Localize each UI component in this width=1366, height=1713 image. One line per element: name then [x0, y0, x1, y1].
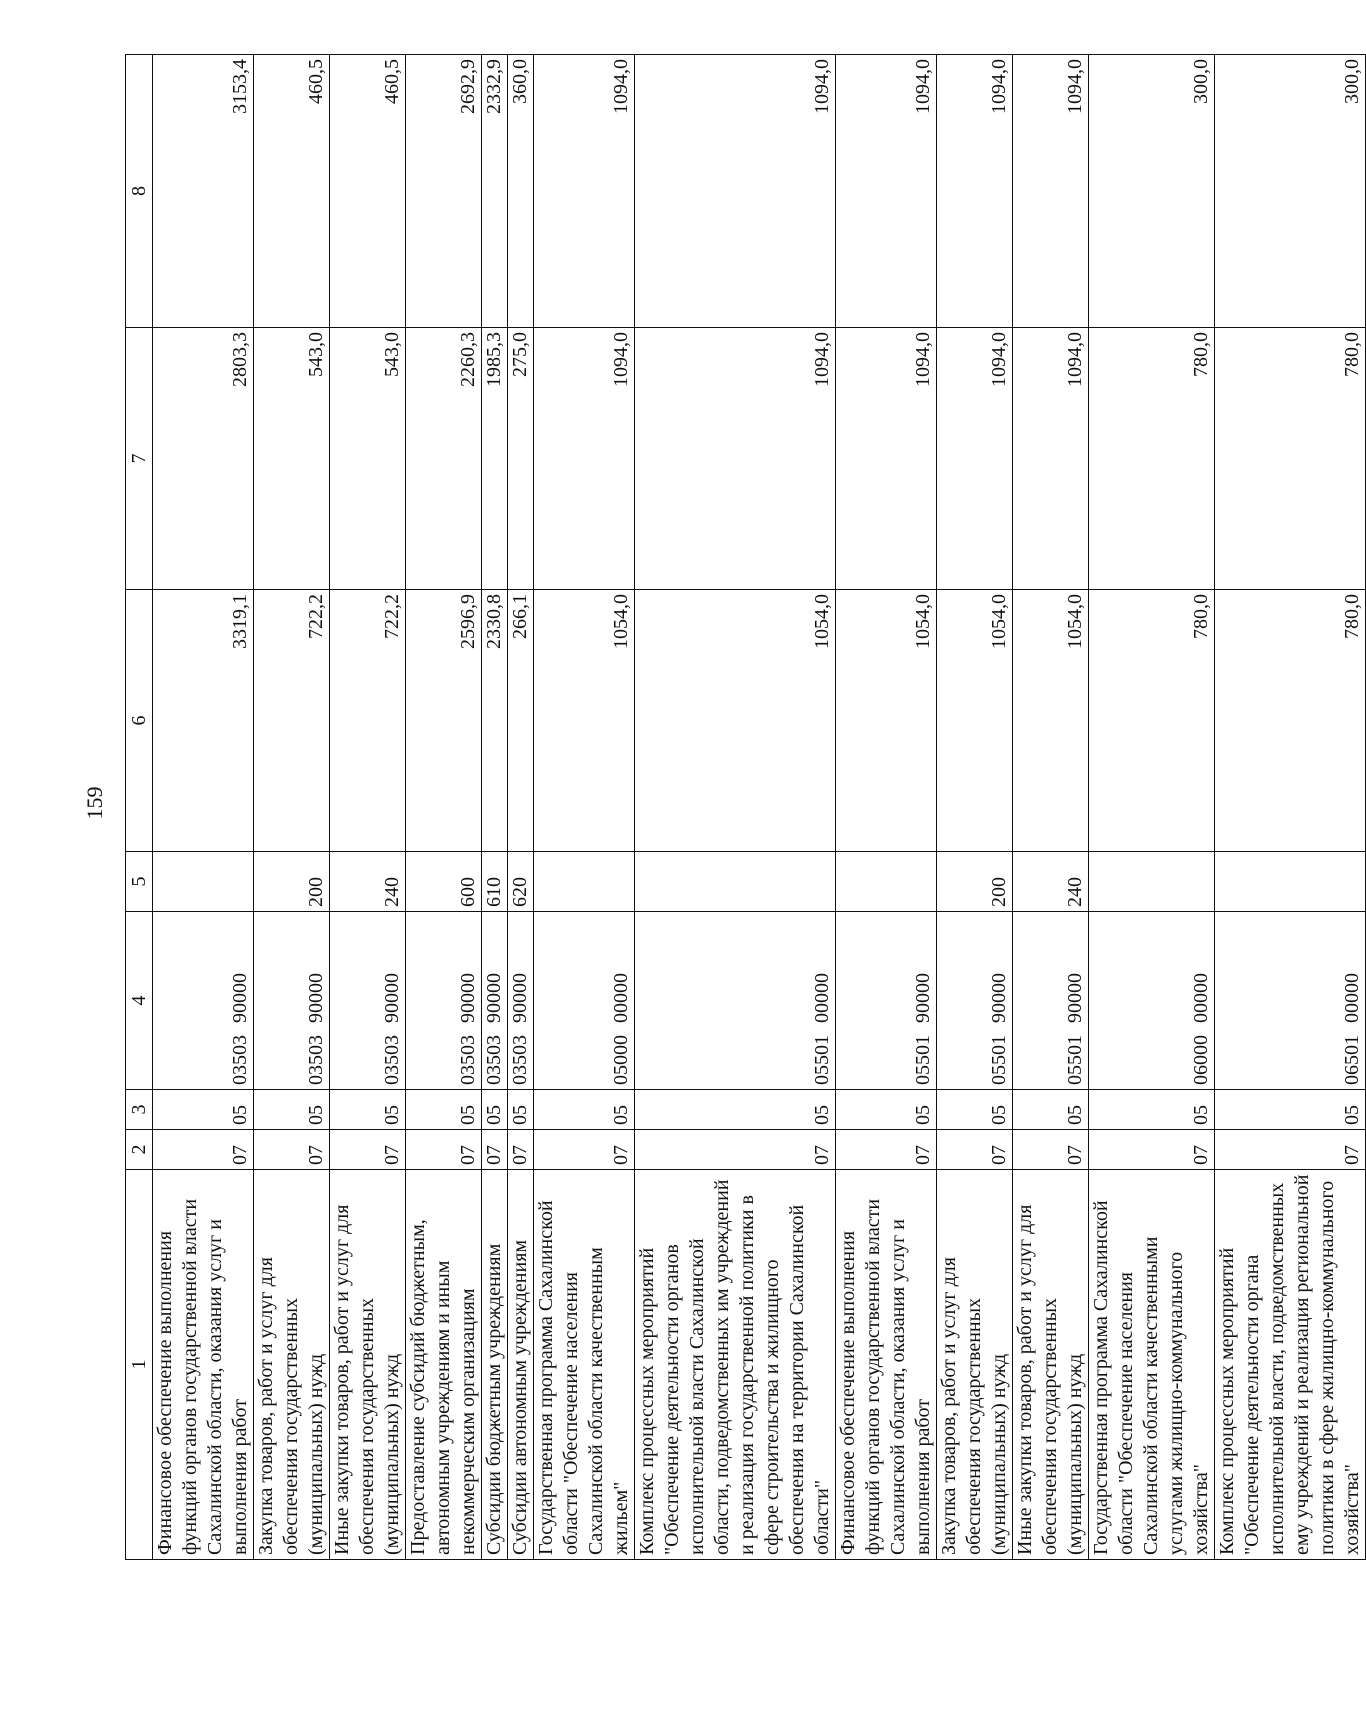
- amount-col7: 1094,0: [836, 328, 937, 590]
- section-code: 07: [254, 1130, 330, 1170]
- amount-col6: 2596,9: [406, 590, 482, 852]
- target-article-code: [406, 912, 482, 1090]
- section-code: 07: [1013, 1130, 1089, 1170]
- target-article-code-b: 90000: [381, 973, 403, 1023]
- target-article-code-a: 03503: [509, 1035, 531, 1085]
- table-row: [534, 55, 635, 1560]
- target-article-code: [1215, 912, 1366, 1090]
- amount-col8: 3153,4: [153, 55, 254, 328]
- target-article-code-a: 03503: [305, 1035, 327, 1085]
- col-header-2: 2: [126, 1130, 153, 1170]
- target-article-code-a: 05501: [811, 1035, 833, 1085]
- amount-col6: 3319,1: [153, 590, 254, 852]
- subsection-code: 05: [254, 1090, 330, 1130]
- target-article-code-b: 00000: [811, 973, 833, 1023]
- row-name: Финансовое обеспечение выполнения функций органов государственной власти Сахалинской области, оказания услуг и выполнения работ: [836, 1170, 937, 1560]
- amount-col6: 780,0: [1215, 590, 1366, 852]
- budget-table-sheet: [125, 55, 1363, 1560]
- target-article-code-a: 05501: [988, 1035, 1010, 1085]
- amount-col6: 266,1: [508, 590, 534, 852]
- target-article-code-a: 05501: [912, 1035, 934, 1085]
- section-code: 07: [635, 1130, 836, 1170]
- amount-col8: 1094,0: [937, 55, 1013, 328]
- amount-col7: 1094,0: [534, 328, 635, 590]
- expense-type-code: [635, 852, 836, 912]
- target-article-code-a: 03503: [229, 1035, 251, 1085]
- target-article-code: [508, 912, 534, 1090]
- row-name: Иные закупки товаров, работ и услуг для обеспечения государственных (муниципальных) нужд: [330, 1170, 406, 1560]
- target-article-code-b: 90000: [1064, 973, 1086, 1023]
- col-header-6: 6: [126, 590, 153, 852]
- amount-col7: 2260,3: [406, 328, 482, 590]
- col-header-5: 5: [126, 852, 153, 912]
- expense-type-code: [836, 852, 937, 912]
- expense-type-code: 200: [937, 852, 1013, 912]
- amount-col7: 2803,3: [153, 328, 254, 590]
- subsection-code: 05: [937, 1090, 1013, 1130]
- subsection-code: 05: [534, 1090, 635, 1130]
- expense-type-code: 240: [1013, 852, 1089, 912]
- section-code: 07: [406, 1130, 482, 1170]
- section-code: 07: [508, 1130, 534, 1170]
- target-article-code-b: 00000: [610, 973, 632, 1023]
- amount-col7: 1094,0: [1013, 328, 1089, 590]
- amount-col7: 1094,0: [635, 328, 836, 590]
- target-article-code-b: 90000: [305, 973, 327, 1023]
- target-article-code-a: 03503: [457, 1035, 479, 1085]
- target-article-code-a: 05000: [610, 1035, 632, 1085]
- amount-col6: 1054,0: [635, 590, 836, 852]
- target-article-code-a: 03503: [381, 1035, 403, 1085]
- row-name: Государственная программа Сахалинской области "Обеспечение населения Сахалинской области качественными услугами жилищно-коммунального хозяйства": [1089, 1170, 1215, 1560]
- target-article-code: [254, 912, 330, 1090]
- target-article-code: [937, 912, 1013, 1090]
- amount-col6: 1054,0: [836, 590, 937, 852]
- target-article-code-a: 03503: [483, 1035, 505, 1085]
- amount-col8: 360,0: [508, 55, 534, 328]
- col-header-1: 1: [126, 1170, 153, 1560]
- target-article-code-b: 90000: [483, 973, 505, 1023]
- row-name: Субсидии бюджетным учреждениям: [482, 1170, 508, 1560]
- expense-type-code: 200: [254, 852, 330, 912]
- amount-col8: 300,0: [1089, 55, 1215, 328]
- amount-col8: 2692,9: [406, 55, 482, 328]
- table-row: [482, 55, 508, 1560]
- section-code: 07: [153, 1130, 254, 1170]
- target-article-code-b: 90000: [509, 973, 531, 1023]
- col-header-3: 3: [126, 1090, 153, 1130]
- table-row: [508, 55, 534, 1560]
- target-article-code: [635, 912, 836, 1090]
- section-code: 07: [534, 1130, 635, 1170]
- table-header-row: [126, 55, 153, 1560]
- row-name: Финансовое обеспечение выполнения функций органов государственной власти Сахалинской области, оказания услуг и выполнения работ: [153, 1170, 254, 1560]
- target-article-code-a: 06000: [1190, 1035, 1212, 1085]
- target-article-code-a: 06501: [1341, 1035, 1363, 1085]
- subsection-code: 05: [330, 1090, 406, 1130]
- subsection-code: 05: [508, 1090, 534, 1130]
- row-name: Закупка товаров, работ и услуг для обеспечения государственных (муниципальных) нужд: [937, 1170, 1013, 1560]
- target-article-code: [1013, 912, 1089, 1090]
- amount-col8: 1094,0: [1013, 55, 1089, 328]
- expense-type-code: [534, 852, 635, 912]
- target-article-code: [534, 912, 635, 1090]
- page-number: 159: [82, 786, 107, 820]
- amount-col6: 722,2: [254, 590, 330, 852]
- subsection-code: 05: [1089, 1090, 1215, 1130]
- section-code: 07: [1215, 1130, 1366, 1170]
- subsection-code: 05: [482, 1090, 508, 1130]
- budget-table: [125, 54, 1366, 1560]
- amount-col8: 1094,0: [534, 55, 635, 328]
- table-row: [153, 55, 254, 1560]
- row-name: Государственная программа Сахалинской области "Обеспечение населения Сахалинской области качественным жильем": [534, 1170, 635, 1560]
- amount-col7: 275,0: [508, 328, 534, 590]
- target-article-code-b: 00000: [1190, 973, 1212, 1023]
- col-header-4: 4: [126, 912, 153, 1090]
- amount-col7: 1985,3: [482, 328, 508, 590]
- target-article-code: [836, 912, 937, 1090]
- amount-col6: 1054,0: [937, 590, 1013, 852]
- expense-type-code: 620: [508, 852, 534, 912]
- section-code: 07: [836, 1130, 937, 1170]
- table-row: [1089, 55, 1215, 1560]
- target-article-code: [153, 912, 254, 1090]
- target-article-code-b: 90000: [457, 973, 479, 1023]
- amount-col7: 780,0: [1215, 328, 1366, 590]
- amount-col7: 543,0: [330, 328, 406, 590]
- amount-col7: 543,0: [254, 328, 330, 590]
- row-name: Комплекс процессных мероприятий "Обеспечение деятельности органов исполнительной власти Сахалинской области, подведомственных им учреждений и реализация государственной политики в сфере строительства и жилищного обеспечения на территории Сахалинской области": [635, 1170, 836, 1560]
- target-article-code-b: 00000: [1341, 973, 1363, 1023]
- table-row: [1013, 55, 1089, 1560]
- target-article-code-b: 90000: [229, 973, 251, 1023]
- table-body: [153, 55, 1366, 1560]
- amount-col7: 1094,0: [937, 328, 1013, 590]
- subsection-code: 05: [153, 1090, 254, 1130]
- amount-col6: 2330,8: [482, 590, 508, 852]
- section-code: 07: [330, 1130, 406, 1170]
- amount-col8: 300,0: [1215, 55, 1366, 328]
- amount-col6: 722,2: [330, 590, 406, 852]
- target-article-code-a: 05501: [1064, 1035, 1086, 1085]
- target-article-code-b: 90000: [912, 973, 934, 1023]
- table-row: [254, 55, 330, 1560]
- expense-type-code: 600: [406, 852, 482, 912]
- section-code: 07: [937, 1130, 1013, 1170]
- row-name: Комплекс процессных мероприятий "Обеспечение деятельности органа исполнительной власти, подведомственных ему учреждений и реализация региональной политики в сфере жилищно-коммунального хозяйства": [1215, 1170, 1366, 1560]
- table-row: [836, 55, 937, 1560]
- row-name: Предоставление субсидий бюджетным, автономным учреждениям и иным некоммерческим организациям: [406, 1170, 482, 1560]
- amount-col8: 1094,0: [635, 55, 836, 328]
- amount-col7: 780,0: [1089, 328, 1215, 590]
- table-row: [406, 55, 482, 1560]
- row-name: Закупка товаров, работ и услуг для обеспечения государственных (муниципальных) нужд: [254, 1170, 330, 1560]
- table-row: [937, 55, 1013, 1560]
- section-code: 07: [1089, 1130, 1215, 1170]
- amount-col8: 1094,0: [836, 55, 937, 328]
- subsection-code: 05: [836, 1090, 937, 1130]
- target-article-code: [1089, 912, 1215, 1090]
- amount-col8: 460,5: [330, 55, 406, 328]
- expense-type-code: [1215, 852, 1366, 912]
- subsection-code: 05: [406, 1090, 482, 1130]
- table-row: [1215, 55, 1366, 1560]
- table-row: [635, 55, 836, 1560]
- col-header-7: 7: [126, 328, 153, 590]
- subsection-code: 05: [635, 1090, 836, 1130]
- subsection-code: 05: [1013, 1090, 1089, 1130]
- expense-type-code: [1089, 852, 1215, 912]
- target-article-code-b: 90000: [988, 973, 1010, 1023]
- amount-col6: 780,0: [1089, 590, 1215, 852]
- table-row: [330, 55, 406, 1560]
- amount-col8: 2332,9: [482, 55, 508, 328]
- section-code: 07: [482, 1130, 508, 1170]
- subsection-code: 05: [1215, 1090, 1366, 1130]
- target-article-code: [330, 912, 406, 1090]
- amount-col6: 1054,0: [534, 590, 635, 852]
- col-header-8: 8: [126, 55, 153, 328]
- expense-type-code: 610: [482, 852, 508, 912]
- amount-col6: 1054,0: [1013, 590, 1089, 852]
- expense-type-code: 240: [330, 852, 406, 912]
- expense-type-code: [153, 852, 254, 912]
- row-name: Иные закупки товаров, работ и услуг для обеспечения государственных (муниципальных) нужд: [1013, 1170, 1089, 1560]
- row-name: Субсидии автономным учреждениям: [508, 1170, 534, 1560]
- amount-col8: 460,5: [254, 55, 330, 328]
- target-article-code: [482, 912, 508, 1090]
